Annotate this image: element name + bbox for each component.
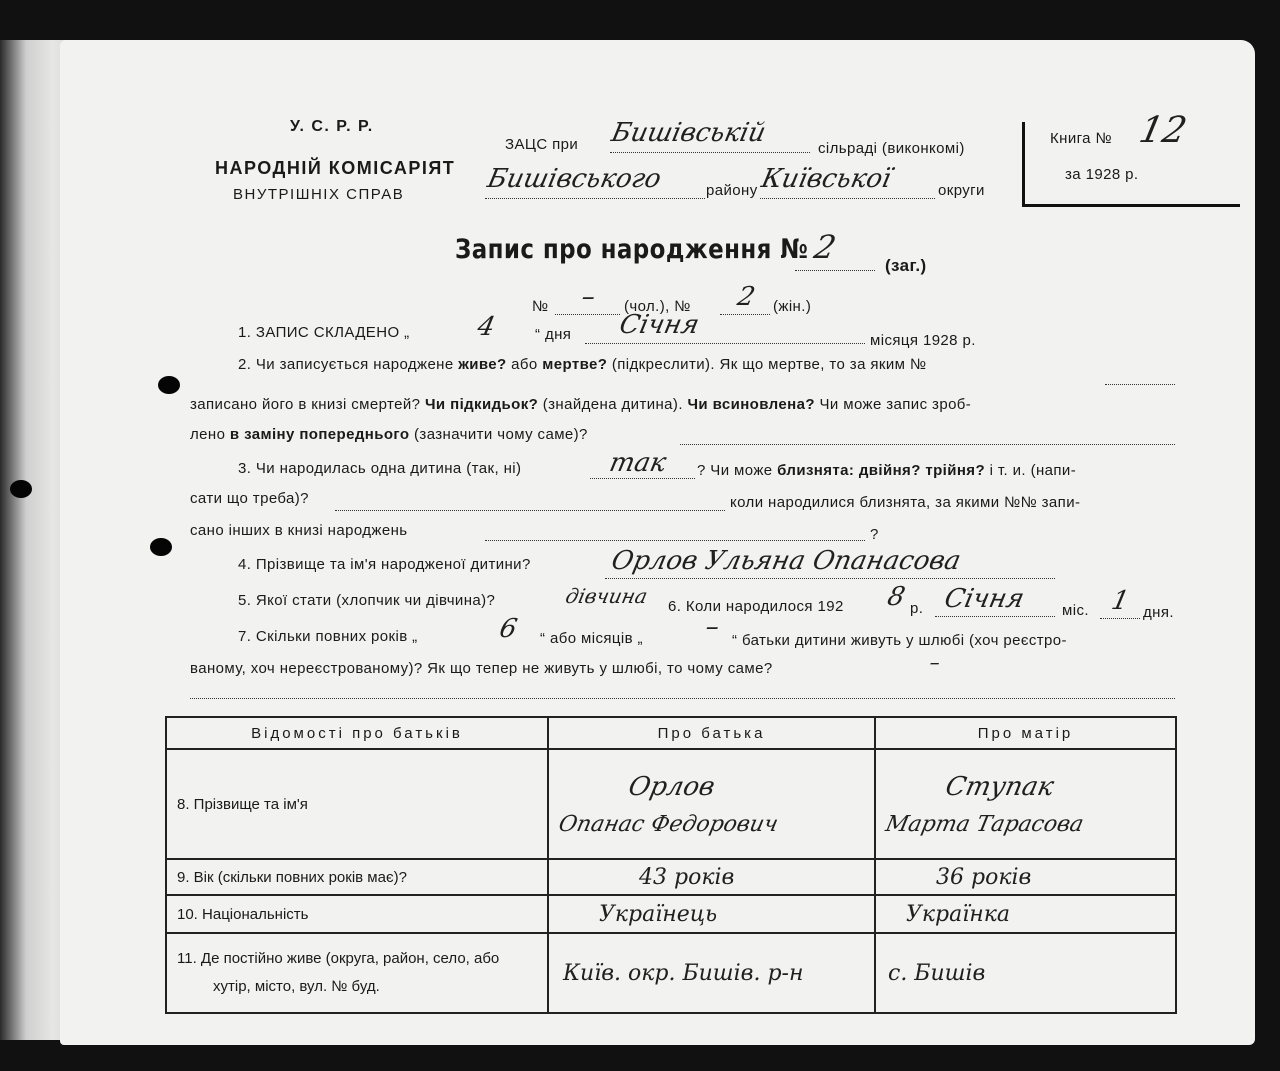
zags-suffix: сільраді (виконкомі) [818, 140, 965, 157]
zags-village-value: Бишівській [608, 118, 769, 148]
q1-month-line [585, 343, 865, 344]
q6-day: 1 [1108, 586, 1132, 616]
mother-name: Марта Тарасова [883, 811, 1086, 837]
table-row [166, 859, 1176, 895]
table-row [166, 749, 1176, 859]
q3-line [335, 510, 725, 511]
table-header-row [166, 717, 1176, 749]
q4-label: 4. Прізвище та ім'я народженої дитини? [238, 556, 531, 573]
q3-answer: так [606, 448, 669, 478]
father-cell [548, 749, 875, 859]
record-title: Запис про народження № [455, 234, 809, 265]
record-suffix: (заг.) [885, 256, 927, 275]
q4-line [605, 578, 1055, 579]
mother-cell [875, 749, 1176, 859]
father-surname: Орлов [625, 771, 718, 802]
okruga-value: Київської [758, 164, 894, 194]
okruga-label: округи [938, 182, 985, 199]
q2-text: 2. Чи записується народжене [238, 356, 454, 373]
record-number-line [795, 270, 875, 271]
q6-year-digit: 8 [884, 582, 908, 612]
q1-tail: місяця 1928 р. [870, 332, 976, 349]
q2-or: або [511, 356, 538, 373]
q6-label: 6. Коли народилося 192 [668, 598, 844, 615]
mother-cell [875, 859, 1176, 895]
q6-month-line [935, 616, 1055, 617]
row-label: 9. Вік (скільки повних років має)? [166, 859, 548, 895]
q1-day-label: “ дня [535, 326, 572, 343]
q7-months: – [702, 612, 723, 642]
mother-cell [875, 895, 1176, 933]
father-age: 43 років [639, 864, 735, 890]
q6-month: Січня [941, 584, 1027, 614]
father-name: Опанас Федорович [556, 811, 781, 837]
commissariat-label: НАРОДНІЙ КОМІСАРІЯТ [215, 158, 456, 178]
q7-text-3: “ батьки дитини живуть у шлюбі (хоч реєстро- [732, 632, 1067, 649]
q3-twins: близнята: двійня? трійня? [777, 462, 986, 479]
male-line [555, 314, 620, 315]
parents-table [165, 716, 1177, 1014]
q2-text-4: (знайдена дитина). [542, 396, 683, 413]
male-value: – [578, 282, 599, 312]
q1-month: Січня [616, 310, 702, 340]
q6-mis: міс. [1062, 602, 1089, 619]
row-label: 11. Де постійно живе (округа, район, село, або хутір, місто, вул. № буд. [166, 933, 548, 1013]
q2-text-3: записано його в книзі смертей? [190, 396, 421, 413]
row-label: 10. Національність [166, 895, 548, 933]
q3-text-2: ? Чи може [697, 462, 773, 479]
q2-foundling: Чи підкидьок? [424, 396, 539, 413]
table-header: Про матір [875, 717, 1176, 749]
female-line [720, 314, 770, 315]
row-label: 8. Прізвище та ім'я [166, 749, 548, 859]
mother-nationality: Українка [906, 901, 1011, 927]
father-cell [548, 895, 875, 933]
q5-label: 5. Якої стати (хлопчик чи дівчина)? [238, 592, 496, 609]
father-cell [548, 859, 875, 895]
q3-answer-line [590, 478, 695, 479]
q5-value: дівчина [563, 584, 650, 608]
district-label: району [706, 182, 758, 199]
q1-label: 1. ЗАПИС СКЛАДЕНО „ [238, 324, 410, 341]
mother-age: 36 років [936, 864, 1032, 890]
ussr-label: У. С. Р. Р. [290, 118, 374, 135]
q7-text-2: “ або місяців „ [540, 630, 643, 647]
table-header: Відомості про батьків [166, 717, 548, 749]
q2-replacement: в заміну попереднього [229, 426, 410, 443]
q3-text: 3. Чи народилась одна дитина (так, ні) [238, 460, 522, 477]
book-label: Книга № [1050, 130, 1112, 147]
punch-hole [158, 376, 180, 394]
q2-alive: живе? [458, 356, 507, 373]
q2-text-5: Чи може запис зроб- [819, 396, 972, 413]
father-nationality: Українець [599, 901, 718, 927]
male-label: (чол.), № [624, 298, 691, 315]
q2-death-no-line [1105, 384, 1175, 385]
internal-affairs-label: ВНУТРІШНІХ СПРАВ [233, 186, 405, 203]
mother-residence: с. Бишів [888, 960, 986, 986]
table-header: Про батька [548, 717, 875, 749]
q6-day-line [1100, 618, 1140, 619]
table-row [166, 933, 1176, 1013]
mother-cell [875, 933, 1176, 1013]
q2-dead: мертве? [542, 356, 608, 373]
record-number: 2 [810, 228, 840, 266]
zags-line [610, 152, 810, 153]
q1-day: 4 [474, 312, 498, 342]
father-cell [548, 933, 875, 1013]
q2-adopted: Чи всиновлена? [687, 396, 815, 413]
punch-hole [150, 538, 172, 556]
q3-text-5: коли народилися близнята, за якими №№ запи- [730, 494, 1081, 511]
q6-dnia: дня. [1143, 604, 1174, 621]
q4-value: Орлов Ульяна Опанасова [608, 546, 964, 576]
q7-line [190, 698, 1175, 699]
district-value: Бишівського [484, 164, 664, 194]
q3-text-3: і т. и. (напи- [989, 462, 1077, 479]
q7-text: 7. Скільки повних років „ [238, 628, 418, 645]
book-year: за 1928 р. [1065, 166, 1139, 183]
q3-text-6: сано інших в книзі народжень [190, 522, 408, 539]
q3-text-4: сати що треба)? [190, 490, 309, 507]
female-value: 2 [734, 282, 758, 312]
father-residence: Київ. окр. Бишів. р-н [563, 960, 804, 986]
table-row [166, 895, 1176, 933]
book-number: 12 [1135, 110, 1191, 151]
okruga-line [760, 198, 935, 199]
q6-r: р. [910, 600, 924, 617]
zags-prefix: ЗАЦС при [505, 136, 579, 153]
q2-reason-line [680, 444, 1175, 445]
q7-value: – [927, 650, 943, 674]
male-no-label: № [532, 298, 549, 315]
q2-text-7: (зазначити чому саме)? [414, 426, 588, 443]
q2-text-6: лено [190, 426, 226, 443]
female-label: (жін.) [773, 298, 812, 315]
punch-hole [10, 480, 32, 498]
q7-text-4: ваному, хоч нереєстрованому)? Як що тепер не живуть у шлюбі, то чому саме? [190, 660, 773, 677]
q7-years: 6 [496, 614, 520, 644]
district-line [485, 198, 705, 199]
q3-line-2 [485, 540, 865, 541]
q3-text-7: ? [870, 526, 879, 543]
q2-text-2: (підкреслити). Як що мертве, то за яким № [611, 356, 927, 373]
mother-surname: Ступак [942, 771, 1057, 802]
